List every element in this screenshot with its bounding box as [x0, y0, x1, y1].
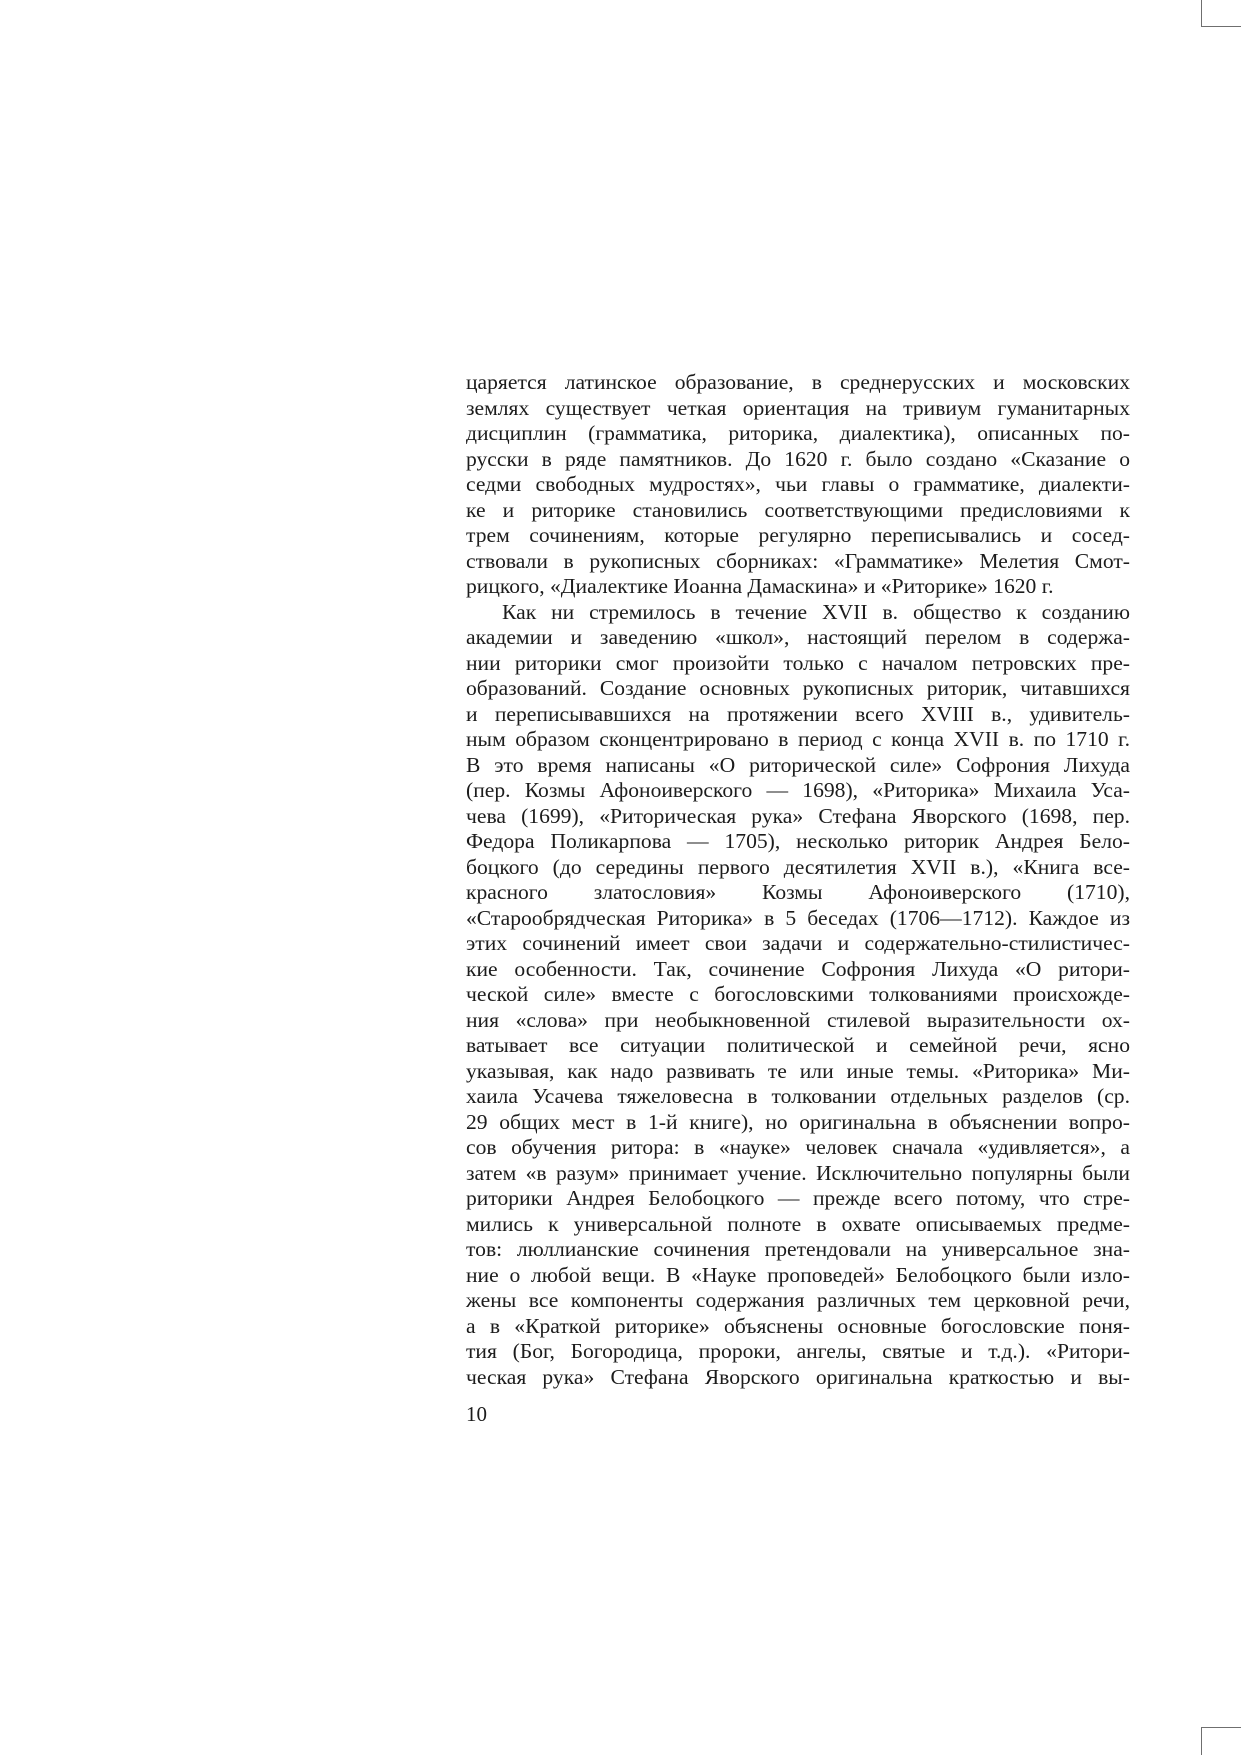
- text-line: трем сочинениям, которые регулярно переписывались и сосед-: [466, 523, 1130, 547]
- text-line: нии риторики смог произойти только с началом петровских пре-: [466, 650, 1130, 675]
- text-line: седми свободных мудростях», чьи главы о грамматике, диалекти-: [466, 472, 1130, 496]
- text-line: этих сочинений имеет свои задачи и содержательно-стилистичес-: [466, 931, 1130, 955]
- page-number: 10: [466, 1402, 487, 1426]
- text-line: и переписывавшихся на протяжении всего XVIII в., удивитель-: [466, 701, 1130, 726]
- text-line: тия (Бог, Богородица, пророки, ангелы, святые и т.д.). «Ритори-: [466, 1339, 1130, 1363]
- text-line: ке и риторике становились соответствующими предисловиями к: [466, 497, 1130, 522]
- text-line: дисциплин (грамматика, риторика, диалектика), описанных по-: [466, 421, 1130, 445]
- text-line: риторики Андрея Белобоцкого — прежде всего потому, что стре-: [466, 1186, 1130, 1210]
- text-line: В это время написаны «О риторической силе» Софрония Лихуда: [466, 752, 1130, 777]
- text-line: ным образом сконцентрировано в период с конца XVII в. по 1710 г.: [466, 727, 1130, 751]
- text-line: боцкого (до середины первого десятилетия XVII в.), «Книга все-: [466, 854, 1130, 879]
- text-line: ческой силе» вместе с богословскими толкованиями происхожде-: [466, 982, 1130, 1006]
- text-line: царяется латинское образование, в среднерусских и московских: [466, 370, 1130, 394]
- text-line: жены все компоненты содержания различных тем церковной речи,: [466, 1288, 1130, 1312]
- text-line: ствовали в рукописных сборниках: «Грамматике» Мелетия Смот-: [466, 548, 1130, 573]
- text-line: сов обучения ритора: в «науке» человек сначала «удивляется», а: [466, 1135, 1130, 1159]
- text-line: красного златословия» Козмы Афоноиверского (1710),: [466, 880, 1130, 904]
- text-line: мились к универсальной полноте в охвате описываемых предме-: [466, 1211, 1130, 1236]
- text-line: ние о любой вещи. В «Науке проповедей» Белобоцкого были изло-: [466, 1262, 1130, 1287]
- text-line: кие особенности. Так, сочинение Софрония Лихуда «О ритори-: [466, 956, 1130, 981]
- text-line: землях существует четкая ориентация на тривиум гуманитарных: [466, 395, 1130, 420]
- text-line: русски в ряде памятников. До 1620 г. было создано «Сказание о: [466, 446, 1130, 471]
- text-line: а в «Краткой риторике» объяснены основные богословские поня-: [466, 1313, 1130, 1338]
- text-line: академии и заведению «школ», настоящий перелом в содержа-: [466, 625, 1130, 649]
- text-line: указывая, как надо развивать те или иные темы. «Риторика» Ми-: [466, 1058, 1130, 1083]
- text-line: образований. Создание основных рукописных риторик, читавшихся: [466, 676, 1130, 700]
- text-line: (пер. Козмы Афоноиверского — 1698), «Риторика» Михаила Уса-: [466, 778, 1130, 802]
- text-line: Федора Поликарпова — 1705), несколько риторик Андрея Бело-: [466, 829, 1130, 853]
- crop-mark-top-vertical: [1201, 0, 1202, 27]
- body-text: [466, 370, 1130, 1390]
- text-line: затем «в разум» принимает учение. Исключительно популярны были: [466, 1160, 1130, 1185]
- text-line: тов: люллианские сочинения претендовали на универсальное зна-: [466, 1237, 1130, 1261]
- text-line: 29 общих мест в 1-й книге), но оригинальна в объяснении вопро-: [466, 1109, 1130, 1134]
- text-line: ния «слова» при необыкновенной стилевой выразительности ох-: [466, 1007, 1130, 1032]
- text-line: ческая рука» Стефана Яворского оригинальна краткостью и вы-: [466, 1364, 1130, 1389]
- text-line: хаила Усачева тяжеловесна в толковании отдельных разделов (ср.: [466, 1084, 1130, 1108]
- crop-mark-bottom-vertical: [1201, 1727, 1202, 1755]
- text-line: чева (1699), «Риторическая рука» Стефана Яворского (1698, пер.: [466, 803, 1130, 828]
- crop-mark-bottom-horizontal: [1201, 1727, 1241, 1728]
- text-line: ватывает все ситуации политической и семейной речи, ясно: [466, 1033, 1130, 1057]
- crop-mark-top-horizontal: [1201, 26, 1241, 27]
- text-line: Как ни стремилось в течение XVII в. общество к созданию: [502, 599, 1130, 624]
- text-line: рицкого, «Диалектике Иоанна Дамаскина» и «Риторике» 1620 г.: [466, 574, 1054, 598]
- text-line: «Старообрядческая Риторика» в 5 беседах (1706—1712). Каждое из: [466, 905, 1130, 930]
